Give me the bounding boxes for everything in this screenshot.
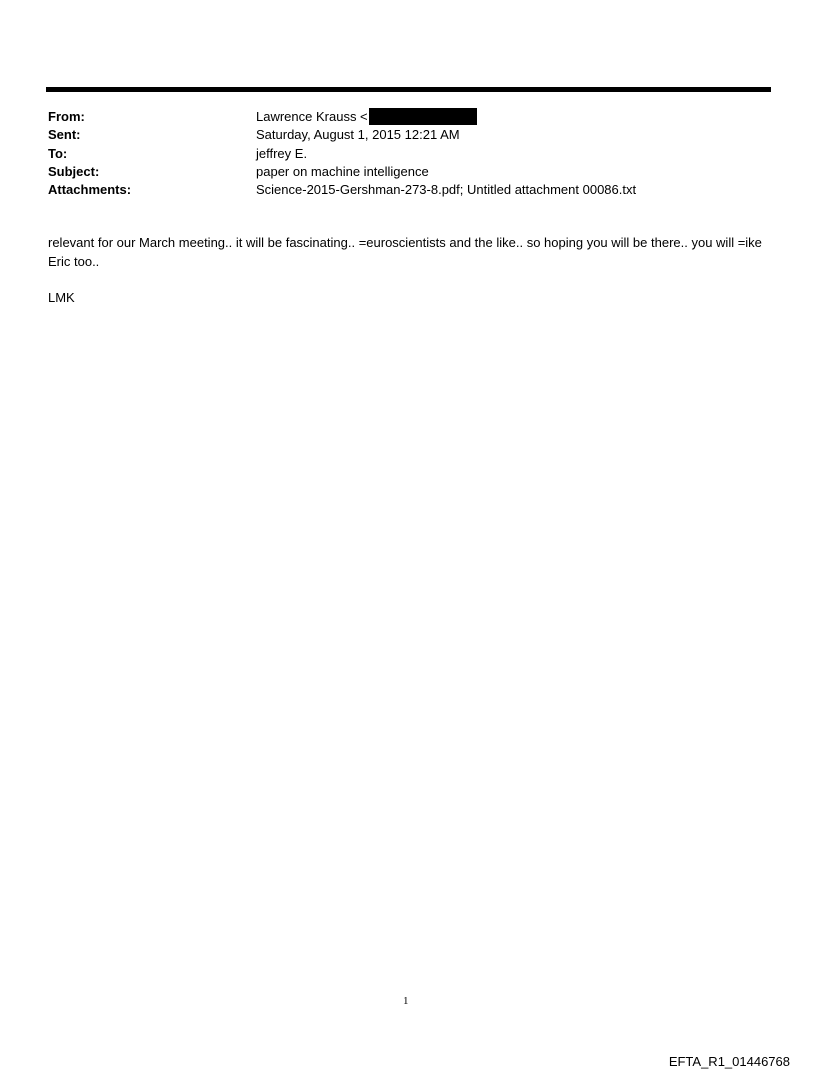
sent-row	[48, 126, 768, 144]
from-label: From:	[48, 109, 85, 124]
subject-label: Subject:	[48, 163, 100, 179]
email-signoff: LMK	[48, 290, 75, 305]
to-value: jeffrey E.	[256, 145, 308, 161]
email-headers	[48, 108, 768, 199]
from-row	[48, 108, 768, 126]
subject-row	[48, 163, 768, 181]
email-body: relevant for our March meeting.. it will be fascinating.. =euroscientists and the like.. so hoping you will be there.. you will =ike Eric too..	[48, 235, 762, 269]
document-id: EFTA_R1_01446768	[668, 1054, 790, 1069]
redaction-box	[369, 108, 477, 125]
sent-label: Sent:	[48, 127, 81, 143]
page-number: 1	[403, 995, 409, 1007]
sent-value: Saturday, August 1, 2015 12:21 AM	[256, 127, 460, 143]
subject-value: paper on machine intelligence	[256, 163, 429, 179]
to-row	[48, 145, 768, 163]
attachments-value: Science-2015-Gershman-273-8.pdf; Untitled attachment 00086.txt	[256, 182, 637, 198]
attachments-label: Attachments:	[48, 182, 132, 198]
header-rule	[46, 87, 771, 92]
to-label: To:	[48, 145, 68, 161]
from-value	[256, 108, 477, 126]
from-sender: Lawrence Krauss <	[256, 109, 368, 124]
attachments-row	[48, 181, 768, 199]
